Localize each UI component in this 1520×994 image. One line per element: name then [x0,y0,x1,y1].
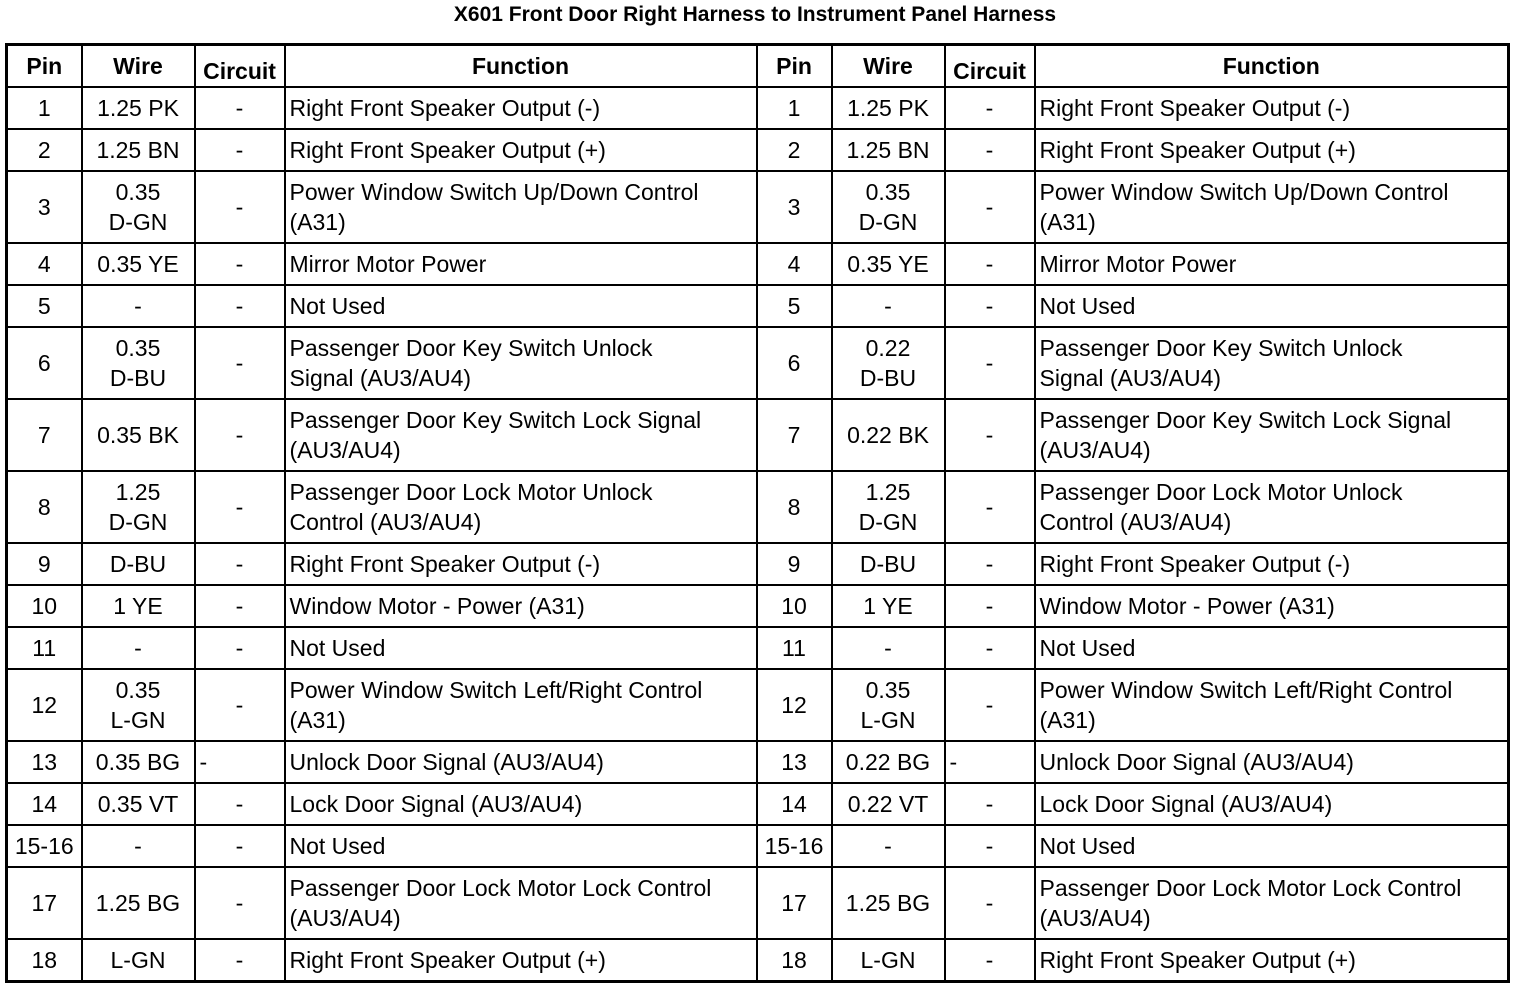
circuit-cell: - [945,543,1035,585]
function-cell: Not Used [1035,285,1509,327]
circuit-cell: - [195,741,285,783]
function-cell: Unlock Door Signal (AU3/AU4) [285,741,757,783]
table-row [7,585,1509,627]
circuit-cell: - [945,471,1035,543]
table-row [7,543,1509,585]
circuit-cell: - [945,627,1035,669]
function-cell: Unlock Door Signal (AU3/AU4) [1035,741,1509,783]
circuit-cell: - [945,741,1035,783]
function-cell: Right Front Speaker Output (+) [285,129,757,171]
function-cell: Power Window Switch Left/Right Control (A31) [285,669,757,741]
wire-cell: - [82,825,195,867]
wire-cell: - [82,627,195,669]
circuit-cell: - [195,585,285,627]
function-cell: Right Front Speaker Output (-) [285,543,757,585]
table-row [7,939,1509,982]
function-cell: Right Front Speaker Output (-) [1035,543,1509,585]
pin-cell: 2 [757,129,832,171]
wire-cell: 0.35 D-GN [832,171,945,243]
function-cell: Power Window Switch Left/Right Control (A31) [1035,669,1509,741]
function-cell: Not Used [285,627,757,669]
table-row [7,471,1509,543]
header-row [7,45,1509,88]
function-cell: Passenger Door Lock Motor Unlock Control (AU3/AU4) [1035,471,1509,543]
wire-cell: 0.22 VT [832,783,945,825]
wire-cell: 1.25 PK [832,87,945,129]
circuit-cell: - [195,243,285,285]
function-cell: Not Used [285,285,757,327]
table-row [7,399,1509,471]
circuit-cell: - [945,585,1035,627]
circuit-cell: - [945,825,1035,867]
wire-cell: 0.35 D-GN [82,171,195,243]
wire-cell: 1.25 BG [832,867,945,939]
circuit-cell: - [195,825,285,867]
function-cell: Passenger Door Key Switch Unlock Signal (AU3/AU4) [285,327,757,399]
header-pin: Pin [757,45,832,88]
circuit-cell: - [195,939,285,982]
wire-cell: 0.22 BK [832,399,945,471]
pin-cell: 17 [7,867,82,939]
circuit-cell: - [195,627,285,669]
function-cell: Right Front Speaker Output (-) [285,87,757,129]
table-row [7,129,1509,171]
circuit-cell: - [945,939,1035,982]
pin-cell: 4 [7,243,82,285]
table-row [7,783,1509,825]
wire-cell: L-GN [82,939,195,982]
pin-cell: 9 [757,543,832,585]
wire-cell: 0.35 BK [82,399,195,471]
wire-cell: 0.35 L-GN [82,669,195,741]
wire-cell: - [82,285,195,327]
circuit-cell: - [945,669,1035,741]
circuit-cell: - [945,327,1035,399]
pin-table [5,43,1510,983]
header-function: Function [1035,45,1509,88]
circuit-cell: - [195,783,285,825]
table-row [7,741,1509,783]
wire-cell: 1 YE [832,585,945,627]
circuit-cell: - [195,129,285,171]
circuit-cell: - [945,171,1035,243]
pin-cell: 18 [7,939,82,982]
page-title: X601 Front Door Right Harness to Instrument Panel Harness [453,3,1057,26]
table-row [7,669,1509,741]
table-row [7,627,1509,669]
pin-cell: 8 [757,471,832,543]
wire-cell: 1.25 D-GN [82,471,195,543]
table-row [7,87,1509,129]
header-function: Function [285,45,757,88]
pin-cell: 7 [7,399,82,471]
pin-cell: 11 [7,627,82,669]
function-cell: Right Front Speaker Output (-) [1035,87,1509,129]
pin-cell: 17 [757,867,832,939]
function-cell: Power Window Switch Up/Down Control (A31) [285,171,757,243]
wire-cell: 0.35 BG [82,741,195,783]
wire-cell: 0.22 BG [832,741,945,783]
wire-cell: 0.35 YE [82,243,195,285]
function-cell: Mirror Motor Power [285,243,757,285]
circuit-cell: - [945,285,1035,327]
wire-cell: 1.25 BN [82,129,195,171]
wire-cell: L-GN [832,939,945,982]
wire-cell: D-BU [832,543,945,585]
function-cell: Right Front Speaker Output (+) [1035,129,1509,171]
function-cell: Window Motor - Power (A31) [1035,585,1509,627]
function-cell: Lock Door Signal (AU3/AU4) [1035,783,1509,825]
wire-cell: - [832,627,945,669]
header-circuit: Circuit [945,45,1035,88]
function-cell: Passenger Door Lock Motor Lock Control (AU3/AU4) [1035,867,1509,939]
function-cell: Passenger Door Key Switch Lock Signal (AU3/AU4) [1035,399,1509,471]
pin-cell: 14 [757,783,832,825]
pin-cell: 10 [7,585,82,627]
circuit-cell: - [195,399,285,471]
function-cell: Passenger Door Lock Motor Lock Control (AU3/AU4) [285,867,757,939]
pin-cell: 13 [757,741,832,783]
circuit-cell: - [945,129,1035,171]
header-wire: Wire [82,45,195,88]
wire-cell: 0.35 VT [82,783,195,825]
table-row [7,327,1509,399]
table-row [7,825,1509,867]
pin-cell: 6 [757,327,832,399]
pin-cell: 9 [7,543,82,585]
function-cell: Power Window Switch Up/Down Control (A31) [1035,171,1509,243]
table-row [7,243,1509,285]
function-cell: Not Used [285,825,757,867]
header-circuit: Circuit [195,45,285,88]
pin-cell: 11 [757,627,832,669]
header-pin: Pin [7,45,82,88]
pin-cell: 1 [757,87,832,129]
circuit-cell: - [195,867,285,939]
circuit-cell: - [195,543,285,585]
circuit-cell: - [195,471,285,543]
pin-cell: 15-16 [7,825,82,867]
pin-cell: 5 [7,285,82,327]
pin-cell: 10 [757,585,832,627]
wire-cell: 0.35 YE [832,243,945,285]
function-cell: Right Front Speaker Output (+) [285,939,757,982]
wire-cell: - [832,285,945,327]
wire-cell: 1 YE [82,585,195,627]
pin-cell: 4 [757,243,832,285]
pin-cell: 5 [757,285,832,327]
function-cell: Passenger Door Lock Motor Unlock Control (AU3/AU4) [285,471,757,543]
circuit-cell: - [945,243,1035,285]
wire-cell: 1.25 PK [82,87,195,129]
wire-cell: 1.25 BN [832,129,945,171]
pin-cell: 12 [7,669,82,741]
wire-cell: 0.35 D-BU [82,327,195,399]
circuit-cell: - [195,87,285,129]
wire-cell: - [832,825,945,867]
table-body [7,87,1509,982]
function-cell: Not Used [1035,825,1509,867]
circuit-cell: - [945,783,1035,825]
circuit-cell: - [195,171,285,243]
pin-cell: 6 [7,327,82,399]
pin-cell: 18 [757,939,832,982]
pin-cell: 12 [757,669,832,741]
pin-cell: 3 [757,171,832,243]
pin-cell: 2 [7,129,82,171]
wire-cell: 0.35 L-GN [832,669,945,741]
wire-cell: 0.22 D-BU [832,327,945,399]
pin-cell: 15-16 [757,825,832,867]
circuit-cell: - [195,285,285,327]
wire-cell: D-BU [82,543,195,585]
wire-cell: 1.25 BG [82,867,195,939]
table-row [7,867,1509,939]
pin-cell: 13 [7,741,82,783]
circuit-cell: - [945,87,1035,129]
function-cell: Passenger Door Key Switch Lock Signal (AU3/AU4) [285,399,757,471]
pin-cell: 8 [7,471,82,543]
function-cell: Not Used [1035,627,1509,669]
pin-cell: 14 [7,783,82,825]
circuit-cell: - [945,399,1035,471]
circuit-cell: - [945,867,1035,939]
function-cell: Lock Door Signal (AU3/AU4) [285,783,757,825]
function-cell: Window Motor - Power (A31) [285,585,757,627]
wire-cell: 1.25 D-GN [832,471,945,543]
pin-cell: 7 [757,399,832,471]
table-row [7,285,1509,327]
pin-cell: 1 [7,87,82,129]
function-cell: Passenger Door Key Switch Unlock Signal (AU3/AU4) [1035,327,1509,399]
header-wire: Wire [832,45,945,88]
circuit-cell: - [195,669,285,741]
table-row [7,171,1509,243]
function-cell: Right Front Speaker Output (+) [1035,939,1509,982]
pin-cell: 3 [7,171,82,243]
function-cell: Mirror Motor Power [1035,243,1509,285]
circuit-cell: - [195,327,285,399]
